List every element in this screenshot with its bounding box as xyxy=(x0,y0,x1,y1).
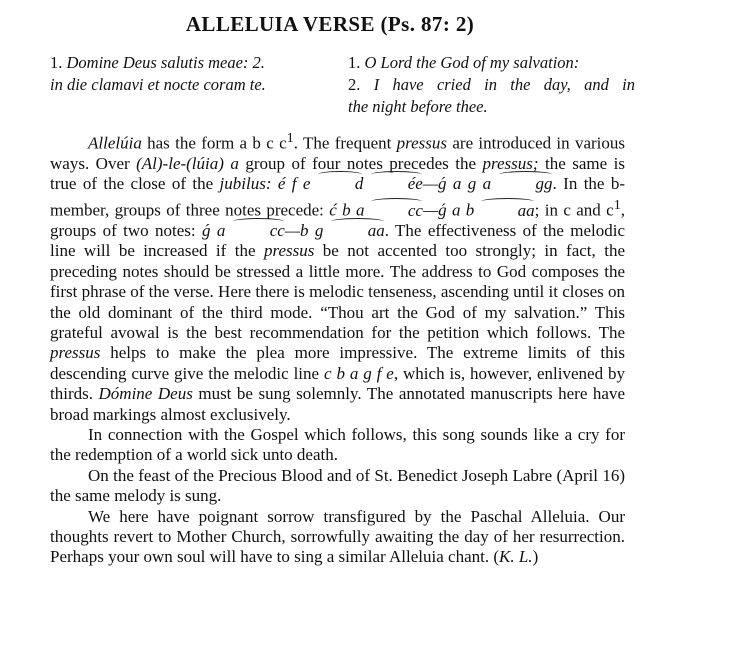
italic-term: ǵ a xyxy=(202,220,226,240)
neume-group: aa xyxy=(330,221,385,241)
latin-verse xyxy=(50,52,340,96)
italic-term: pressus xyxy=(396,133,448,153)
page-title: ALLELUIA VERSE (Ps. 87: 2) xyxy=(185,12,475,36)
italic-term: —b g xyxy=(284,220,324,240)
paragraph-conclusion xyxy=(50,507,625,568)
neume-group: cc xyxy=(232,221,285,241)
text-run: helps to make the plea more impressive. The extreme limits of this descending curve give the melodic line xyxy=(50,343,625,383)
text-run: . In the b-member, groups of three notes precede: xyxy=(50,174,626,220)
author-initials: K. L. xyxy=(499,547,533,567)
english-text: I have cried in the day, and in xyxy=(373,75,635,94)
italic-term: Allelúia xyxy=(88,133,142,153)
text-run: We here have poignant sorrow transfigured by the Paschal Alleluia. Our thoughts revert to Mother Church, sorrowfully awaiting the day of her resurrection. Perhaps your own soul will have to sing a similar Alleluia chant. ( xyxy=(50,506,625,567)
text-run: are introduced in various ways. Over xyxy=(50,133,626,174)
english-line-1 xyxy=(348,52,635,74)
text-run: , groups of two notes: xyxy=(50,200,626,240)
italic-term: —ǵ a b xyxy=(422,200,475,220)
latin-line-2: in die clamavi et nocte coram te. xyxy=(50,75,266,94)
english-verse xyxy=(348,52,635,118)
paragraph-feast: On the feast of the Precious Blood and of St. Benedict Joseph Labre (April 16) the same melody is sung. xyxy=(50,465,625,506)
text-run: ; in c and c xyxy=(534,200,614,220)
italic-term: —ǵ a g a xyxy=(422,174,492,194)
superscript: 1 xyxy=(613,196,621,213)
neume-group: gg xyxy=(498,174,553,194)
neume-group: ée xyxy=(370,174,423,194)
neume-group: d xyxy=(317,174,364,194)
paragraph-gospel: In connection with the Gospel which follows, this song sounds like a cry for the redemption of a world sick unto death. xyxy=(50,425,625,465)
text-run: be not accented too strongly; in fact, the preceding notes should be stressed a little more. The address to God composes the first phrase of the verse. Here there is melodic tenseness, ascending until it closes on the old dominant of the third mode. “Thou art the God of my salvation.” This grateful avowal is the best recommendation for the petition which follows. The xyxy=(50,241,625,342)
text-run: the same is true of the close of the xyxy=(50,154,625,194)
text-run: . The frequent xyxy=(293,133,397,153)
verse-number: 2. xyxy=(348,75,361,94)
text-run: ) xyxy=(532,547,539,567)
italic-term: c b a g f e xyxy=(323,363,394,383)
text-run: , which is, however, enlivened by thirds. xyxy=(50,363,625,404)
commentary xyxy=(50,128,625,568)
text-run: has the form a b c c xyxy=(141,133,287,153)
text-run: group of four notes precedes the xyxy=(238,154,483,174)
neume-group: cc xyxy=(370,201,423,221)
superscript: 1 xyxy=(286,130,294,146)
english-text: O Lord the God of my salvation: xyxy=(364,53,580,72)
italic-term: Dómine Deus xyxy=(98,384,193,404)
verse-number: 1. xyxy=(50,53,63,72)
paragraph-form-analysis xyxy=(50,128,625,425)
english-line-3: the night before thee. xyxy=(348,97,488,116)
neume-group: aa xyxy=(480,201,535,221)
italic-term: (Al)-le-(lúia) a xyxy=(136,154,239,174)
italic-term: pressus xyxy=(263,241,315,261)
italic-term: ć b a xyxy=(329,200,365,220)
italic-term: pressus xyxy=(50,343,101,363)
latin-line-1 xyxy=(50,52,340,74)
english-line-2 xyxy=(348,74,635,96)
text-run: . The effectiveness of the melodic line will be increased if the xyxy=(50,220,626,261)
italic-term: jubilus: é f e xyxy=(219,174,311,194)
italic-term: pressus; xyxy=(482,154,539,174)
verse-number: 1. xyxy=(348,53,361,72)
verse-columns xyxy=(50,52,635,116)
text-run: must be sung solemnly. The annotated manuscripts here have broad markings almost exclusively. xyxy=(50,384,625,424)
latin-text: Domine Deus salutis meae: 2. xyxy=(66,53,265,72)
